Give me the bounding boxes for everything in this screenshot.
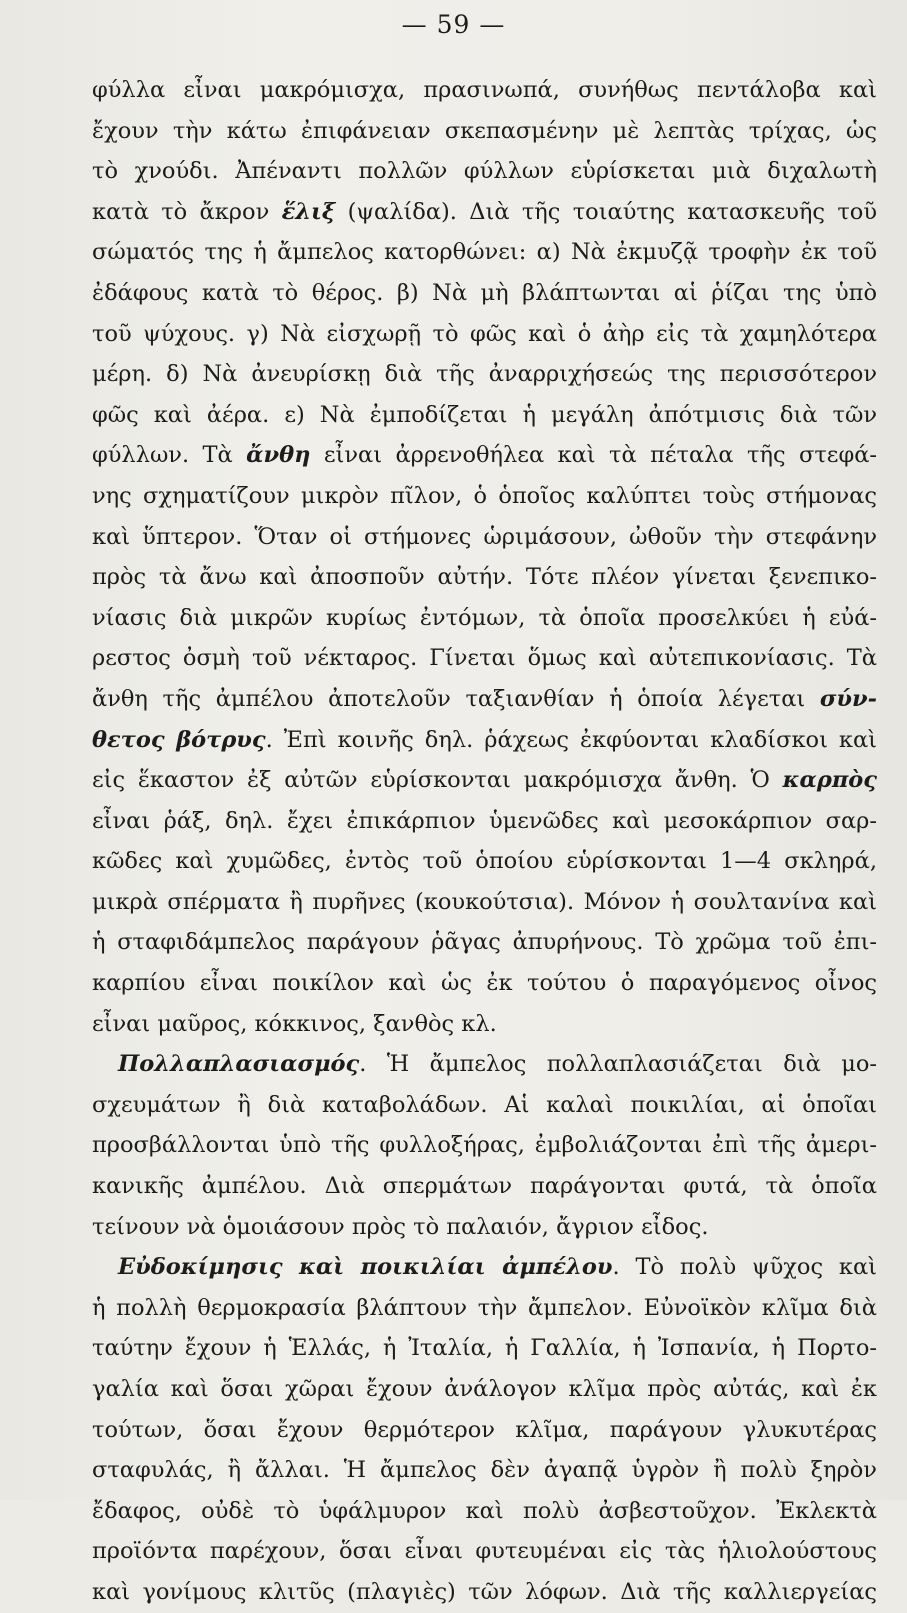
text-line: σχευμάτων ἢ διὰ καταβολάδων. Αἱ καλαὶ ποικιλίαι, αἱ ὁποῖαι — [92, 1091, 877, 1118]
text-line — [92, 435, 877, 476]
text-segment: ἄνθη τῆς ἀμπέλου ἀποτελοῦν ταξιανθίαν ἡ ὁποία λέγεται — [92, 685, 820, 712]
text-line: τοῦ ψύχους. γ) Νὰ εἰσχωρῇ τὸ φῶς καὶ ὁ ἀὴρ εἰς τὰ χαμηλότερα — [92, 320, 877, 347]
emphasized-term: σύν- — [819, 685, 877, 712]
text-line: σώματός της ἡ ἄμπελος κατορθώνει: α) Νὰ ἐκμυζᾷ τροφὴν ἐκ τοῦ — [92, 239, 877, 266]
text-line — [92, 679, 877, 720]
text-line: ἐδάφους κατὰ τὸ θέρος. β) Νὰ μὴ βλάπτωνται αἱ ῥίζαι της ὑπὸ — [92, 279, 877, 306]
text-line: ρεστος ὀσμὴ τοῦ νέκταρος. Γίνεται ὅμως καὶ αὐτεπικονίασις. Τὰ — [92, 645, 877, 672]
emphasized-term: Εὐδοκίμησις καὶ ποικιλίαι ἀμπέλου — [118, 1254, 613, 1281]
text-line: εἶναι μαῦρος, κόκκινος, ξανθὸς κλ. — [92, 1010, 497, 1037]
text-line: νης σχηματίζουν μικρὸν πῖλον, ὁ ὁποῖος καλύπτει τοὺς στήμονας — [92, 482, 877, 509]
emphasized-term: θετος βότρυς — [92, 726, 266, 753]
emphasized-term: ἕλιξ — [281, 198, 336, 225]
text-line — [92, 192, 877, 233]
text-line: ἡ σταφιδάμπελος παράγουν ῥᾶγας ἀπυρήνους. Τὸ χρῶμα τοῦ ἐπι- — [92, 929, 877, 956]
text-line: τούτων, ὅσαι ἔχουν θερμότερον κλῖμα, παράγουν γλυκυτέρας — [92, 1416, 877, 1443]
page-number: — 59 — — [401, 10, 506, 39]
text-line: καὶ ὕπτερον. Ὅταν οἱ στήμονες ὡριμάσουν, ὠθοῦν τὴν στεφάνην — [92, 523, 877, 550]
text-line: ἡ πολλὴ θερμοκρασία βλάπτουν τὴν ἄμπελον. Εὐνοϊκὸν κλῖμα διὰ — [92, 1294, 877, 1321]
text-line: φῶς καὶ ἀέρα. ε) Νὰ ἐμποδίζεται ἡ μεγάλη ἀπότμισις διὰ τῶν — [92, 401, 877, 428]
text-line: ταύτην ἔχουν ἡ Ἑλλάς, ἡ Ἰταλία, ἡ Γαλλία, ἡ Ἰσπανία, ἡ Πορτο- — [92, 1335, 877, 1362]
text-line: ἔχουν τὴν κάτω ἐπιφάνειαν σκεπασμένην μὲ λεπτὰς τρίχας, ὡς — [92, 117, 877, 144]
text-line: γαλία καὶ ὅσαι χῶραι ἔχουν ἀνάλογον κλῖμα πρὸς αὐτάς, καὶ ἐκ — [92, 1376, 877, 1402]
text-segment: κατὰ τὸ ἄκρον — [92, 198, 282, 225]
text-line: κῶδες καὶ χυμῶδες, ἐντὸς τοῦ ὁποίου εὑρίσκονται 1—4 σκληρά, — [92, 848, 877, 875]
text-line — [92, 720, 877, 761]
emphasized-term: ἄνθη — [246, 442, 311, 469]
text-line: φύλλα εἶναι μακρόμισχα, πρασινωπά, συνήθως πεντάλοβα καὶ — [92, 77, 877, 103]
text-segment: . Τὸ πολὺ ψῦχος καὶ — [612, 1254, 877, 1281]
text-line: εἶναι ῥάξ, δηλ. ἔχει ἐπικάρπιον ὑμενῶδες καὶ μεσοκάρπιον σαρ- — [92, 807, 877, 834]
text-line: κανικῆς ἀμπέλου. Διὰ σπερμάτων παράγονται φυτά, τὰ ὁποῖα — [92, 1173, 877, 1200]
text-line: νίασις διὰ μικρῶν κυρίως ἐντόμων, τὰ ὁποῖα προσελκύει ἡ εὐά- — [92, 604, 877, 631]
text-line: σταφυλάς, ἢ ἄλλαι. Ἡ ἄμπελος δὲν ἀγαπᾷ ὑγρὸν ἢ πολὺ ξηρὸν — [92, 1457, 877, 1484]
text-line: προσβάλλονται ὑπὸ τῆς φυλλοξήρας, ἐμβολιάζονται ἐπὶ τῆς ἀμερι- — [92, 1132, 877, 1159]
text-line — [92, 760, 877, 801]
text-segment: εἶναι ἀρρενοθήλεα καὶ τὰ πέταλα τῆς στεφά- — [310, 442, 877, 469]
text-line: πρὸς τὰ ἄνω καὶ ἀποσποῦν αὐτήν. Τότε πλέον γίνεται ξενεπικο- — [92, 564, 877, 591]
text-line: τείνουν νὰ ὁμοιάσουν πρὸς τὸ παλαιόν, ἄγριον εἶδος. — [92, 1213, 709, 1240]
text-line: μικρὰ σπέρματα ἢ πυρῆνες (κουκούτσια). Μόνον ἡ σουλτανίνα καὶ — [92, 888, 877, 915]
body-text — [92, 70, 877, 1613]
emphasized-term: καρπὸς — [782, 767, 877, 794]
text-line: προϊόντα παρέχουν, ὅσαι εἶναι φυτευμέναι εἰς τὰς ἡλιολούστους — [92, 1538, 877, 1565]
text-line — [92, 1247, 877, 1288]
text-segment: φύλλων. Τὰ — [92, 442, 247, 469]
text-line: καρπίου εἶναι ποικίλον καὶ ὡς ἐκ τούτου ὁ παραγόμενος οἶνος — [92, 970, 877, 997]
text-line: τὸ χνούδι. Ἀπέναντι πολλῶν φύλλων εὑρίσκεται μιὰ διχαλωτὴ — [92, 158, 877, 185]
emphasized-term: Πολλαπλασιασμός — [118, 1051, 360, 1078]
text-line: ἔδαφος, οὐδὲ τὸ ὑφάλμυρον καὶ πολὺ ἀσβεστοῦχον. Ἐκλεκτὰ — [92, 1497, 877, 1524]
text-segment: . Ἐπὶ κοινῆς δηλ. ῥάχεως ἐκφύονται κλαδίσκοι καὶ — [265, 726, 877, 753]
text-segment: . Ἡ ἄμπελος πολλαπλασιάζεται διὰ μο- — [359, 1051, 877, 1078]
text-segment: εἰς ἕκαστον ἐξ αὐτῶν εὑρίσκονται μακρόμισχα ἄνθη. Ὁ — [92, 767, 783, 794]
text-line — [92, 1044, 877, 1085]
text-line: μέρη. δ) Νὰ ἀνευρίσκῃ διὰ τῆς ἀναρριχήσεώς της περισσότερον — [92, 361, 877, 388]
text-line: καὶ γονίμους κλιτῦς (πλαγιὲς) τῶν λόφων. Διὰ τῆς καλλιεργείας — [92, 1578, 877, 1605]
text-segment: (ψαλίδα). Διὰ τῆς τοιαύτης κατασκευῆς τοῦ — [335, 198, 877, 225]
